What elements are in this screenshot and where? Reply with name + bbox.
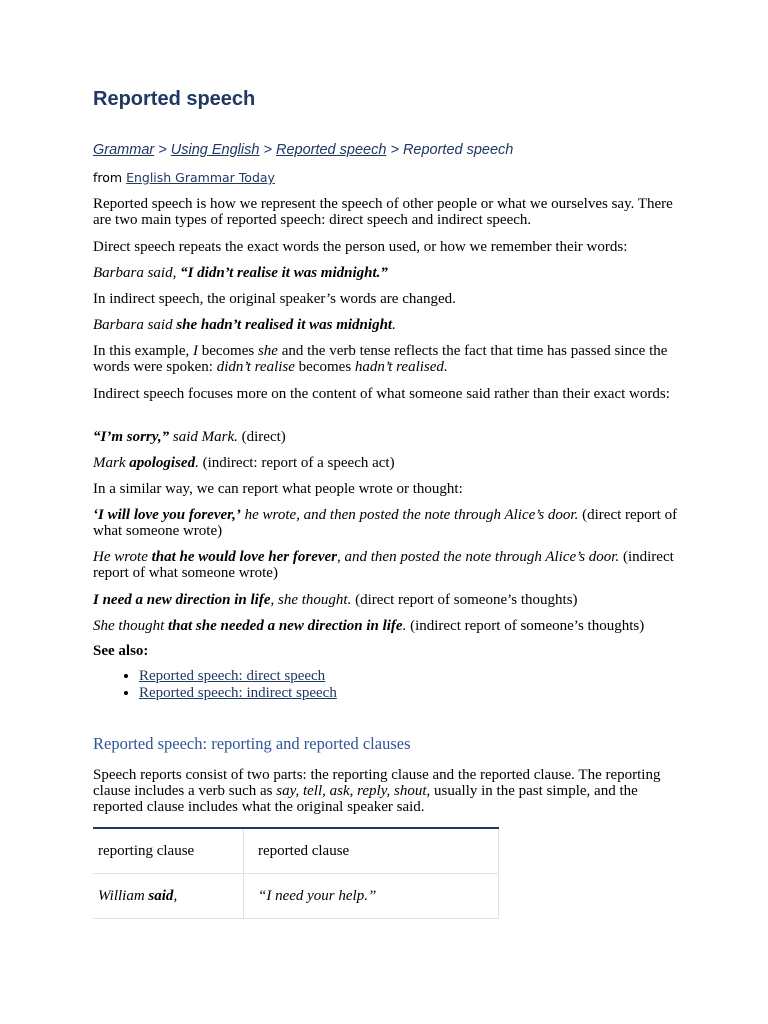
- text-run: becomes: [201, 343, 255, 359]
- example-reported: that he would love her forever: [151, 549, 338, 565]
- text-run: .: [443, 359, 448, 375]
- focus-paragraph: Indirect speech focuses more on the content of what someone said rather than their exact words:: [93, 386, 670, 402]
- example-quote: “I’m sorry,”: [93, 429, 170, 445]
- example-indirect-wrote: [93, 549, 683, 581]
- breadcrumb: [93, 141, 513, 160]
- see-also-link-direct[interactable]: Reported speech: direct speech: [139, 668, 326, 684]
- see-also-link-indirect[interactable]: Reported speech: indirect speech: [139, 684, 337, 701]
- text-run: William: [98, 887, 145, 904]
- text-run: say, tell, ask, reply, shout: [276, 783, 427, 799]
- text-run: Speech reports consist of two parts: the reporting clause and the reported clause. The reporting clause includes a verb such as: [93, 767, 661, 799]
- example-text: said Mark.: [172, 429, 238, 445]
- source-prefix: from: [93, 170, 123, 185]
- breadcrumb-separator: >: [158, 142, 167, 158]
- example-indirect-thought: [93, 618, 713, 634]
- example-text: She thought: [93, 618, 165, 634]
- text-run: and the verb tense reflects the fact that time has passed since the words were spoken:: [93, 343, 668, 375]
- example-text: he wrote, and then posted the note through Alice’s door.: [244, 507, 579, 523]
- example-text: .: [392, 317, 396, 333]
- example-direct-wrote: [93, 507, 683, 539]
- section-heading: Reported speech: reporting and reported clauses: [93, 734, 411, 753]
- example-reported: she hadn’t realised it was midnight: [176, 317, 393, 333]
- example-text: , she thought.: [270, 592, 352, 608]
- example-note: (direct): [241, 429, 286, 445]
- text-run: said: [148, 887, 174, 904]
- example-text: .: [195, 455, 199, 471]
- see-also-heading: See also:: [93, 643, 149, 659]
- indirect-speech-definition: In indirect speech, the original speaker’s words are changed.: [93, 291, 456, 307]
- list-item: [139, 668, 639, 685]
- table-header-cell: reporting clause: [93, 828, 244, 874]
- text-run: hadn’t realised: [354, 359, 444, 375]
- text-run: In this example,: [93, 343, 190, 359]
- text-run: ,: [173, 887, 178, 904]
- intro-paragraph: Reported speech is how we represent the speech of other people or what we ourselves say. There are two main types of reported speech: direct speech and indirect speech.: [93, 196, 673, 228]
- example-text: Barbara said: [93, 317, 173, 333]
- table-row: [93, 874, 499, 919]
- example-text: He wrote: [93, 549, 148, 565]
- example-indirect-barbara: [93, 317, 683, 333]
- example-direct-barbara: [93, 265, 683, 281]
- similar-paragraph: In a similar way, we can report what people wrote or thought:: [93, 481, 463, 497]
- example-reported: that she needed a new direction in life: [168, 618, 403, 634]
- table-header-cell: reported clause: [244, 828, 499, 874]
- clause-table: [93, 827, 499, 919]
- example-text: Mark: [93, 455, 126, 471]
- breadcrumb-current: Reported speech: [402, 142, 514, 158]
- example-note: (direct report of someone’s thoughts): [355, 592, 578, 608]
- direct-speech-definition: Direct speech repeats the exact words the person used, or how we remember their words:: [93, 239, 628, 255]
- table-cell: [93, 874, 244, 919]
- example-direct-thought: [93, 592, 683, 608]
- example-quote: I need a new direction in life: [93, 592, 271, 608]
- section-paragraph: [93, 767, 683, 815]
- example-note: (indirect report of someone’s thoughts): [410, 618, 645, 634]
- breadcrumb-link-grammar[interactable]: Grammar: [93, 142, 155, 158]
- source-line: [93, 169, 275, 186]
- example-text: .: [402, 618, 407, 634]
- table-cell: [244, 874, 499, 919]
- text-run: “I need your help.”: [258, 887, 377, 904]
- example-note: (indirect: report of a speech act): [202, 455, 395, 471]
- example-note: (direct report of what someone wrote): [93, 507, 678, 539]
- breadcrumb-separator: >: [263, 142, 272, 158]
- example-text: Barbara said,: [93, 265, 177, 281]
- text-run: didn’t realise: [216, 359, 295, 375]
- example-reported: apologised: [129, 455, 196, 471]
- example-quote: “I didn’t realise it was midnight.”: [180, 265, 388, 281]
- example-explanation: [93, 343, 683, 375]
- example-indirect-mark: [93, 455, 683, 471]
- see-also-list: [93, 668, 639, 701]
- breadcrumb-separator: >: [390, 142, 399, 158]
- text-run: becomes: [298, 359, 352, 375]
- text-run: she: [257, 343, 278, 359]
- breadcrumb-link-reported-speech[interactable]: Reported speech: [275, 142, 387, 158]
- text-run: , usually in the past simple, and the reported clause includes what the original speaker said.: [93, 783, 638, 815]
- text-run: I: [192, 343, 198, 359]
- list-item: [139, 685, 639, 702]
- example-direct-mark: [93, 429, 683, 445]
- example-quote: ‘I will love you forever,’: [93, 507, 241, 523]
- page-title: Reported speech: [93, 88, 256, 110]
- example-text: , and then posted the note through Alice’s door.: [337, 549, 620, 565]
- source-link[interactable]: English Grammar Today: [126, 170, 275, 185]
- table-row: [93, 828, 499, 874]
- breadcrumb-link-using-english[interactable]: Using English: [170, 142, 260, 158]
- example-note: (indirect report of what someone wrote): [93, 549, 674, 581]
